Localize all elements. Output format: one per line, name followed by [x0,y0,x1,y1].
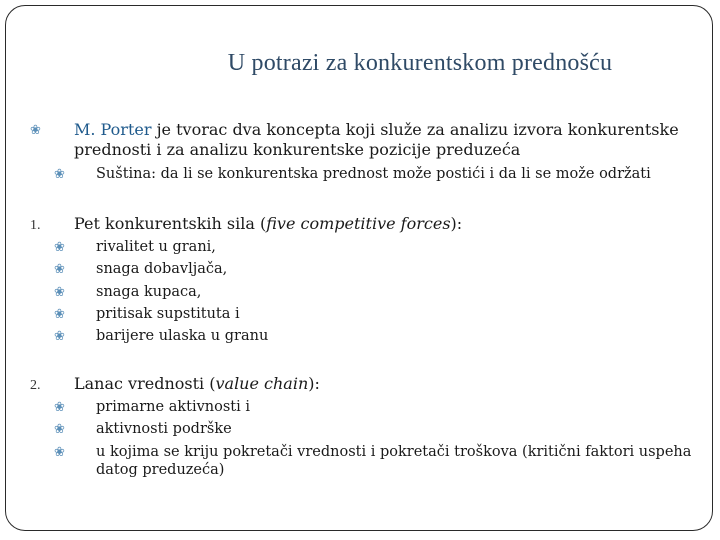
intro-line2: prednosti i za analizu konkurentske pozicije preduzeća [74,140,521,159]
section1-heading [74,214,674,234]
section2-heading-post: ): [308,374,320,393]
section2-heading-pre: Lanac vrednosti ( [74,374,216,393]
intro-highlight: M. Porter [74,120,152,139]
section1-heading-pre: Pet konkurentskih sila ( [74,214,267,233]
section1-number: 1. [30,218,41,233]
intro-sub: Suština: da li se konkurentska prednost može postići i da li se može održati [96,166,651,182]
list-item-line1: u kojima se kriju pokretači vrednosti i pokretači troškova (kritični faktori uspeha [96,444,692,460]
list-item: pritisak supstituta i [96,306,240,322]
section2-heading-italic: value chain [215,374,309,393]
leaf-bullet-icon: ❀ [54,167,65,182]
list-item: barijere ulaska u granu [96,328,269,344]
intro-line1: je tvorac dva koncepta koji služe za analizu izvora konkurentske [151,120,679,139]
leaf-bullet-icon: ❀ [54,400,65,415]
leaf-bullet-icon: ❀ [30,123,41,138]
list-item: rivalitet u grani, [96,239,216,255]
section1-heading-post: ): [450,214,463,233]
list-item-line2: datog preduzeća) [96,462,225,478]
leaf-bullet-icon: ❀ [54,329,65,344]
leaf-bullet-icon: ❀ [54,422,65,437]
list-item [96,443,706,479]
leaf-bullet-icon: ❀ [54,285,65,300]
leaf-bullet-icon: ❀ [54,445,65,460]
section2-heading [74,374,674,394]
leaf-bullet-icon: ❀ [54,240,65,255]
list-item: primarne aktivnosti i [96,399,251,415]
list-item: aktivnosti podrške [96,421,232,437]
list-item: snaga dobavljača, [96,261,228,277]
leaf-bullet-icon: ❀ [54,307,65,322]
intro-text [74,120,694,160]
leaf-bullet-icon: ❀ [54,262,65,277]
slide-title: U potrazi za konkurentskom prednošću [227,50,613,76]
section2-number: 2. [30,378,41,393]
list-item: snaga kupaca, [96,284,202,300]
section1-heading-italic: five competitive forces [266,214,451,233]
